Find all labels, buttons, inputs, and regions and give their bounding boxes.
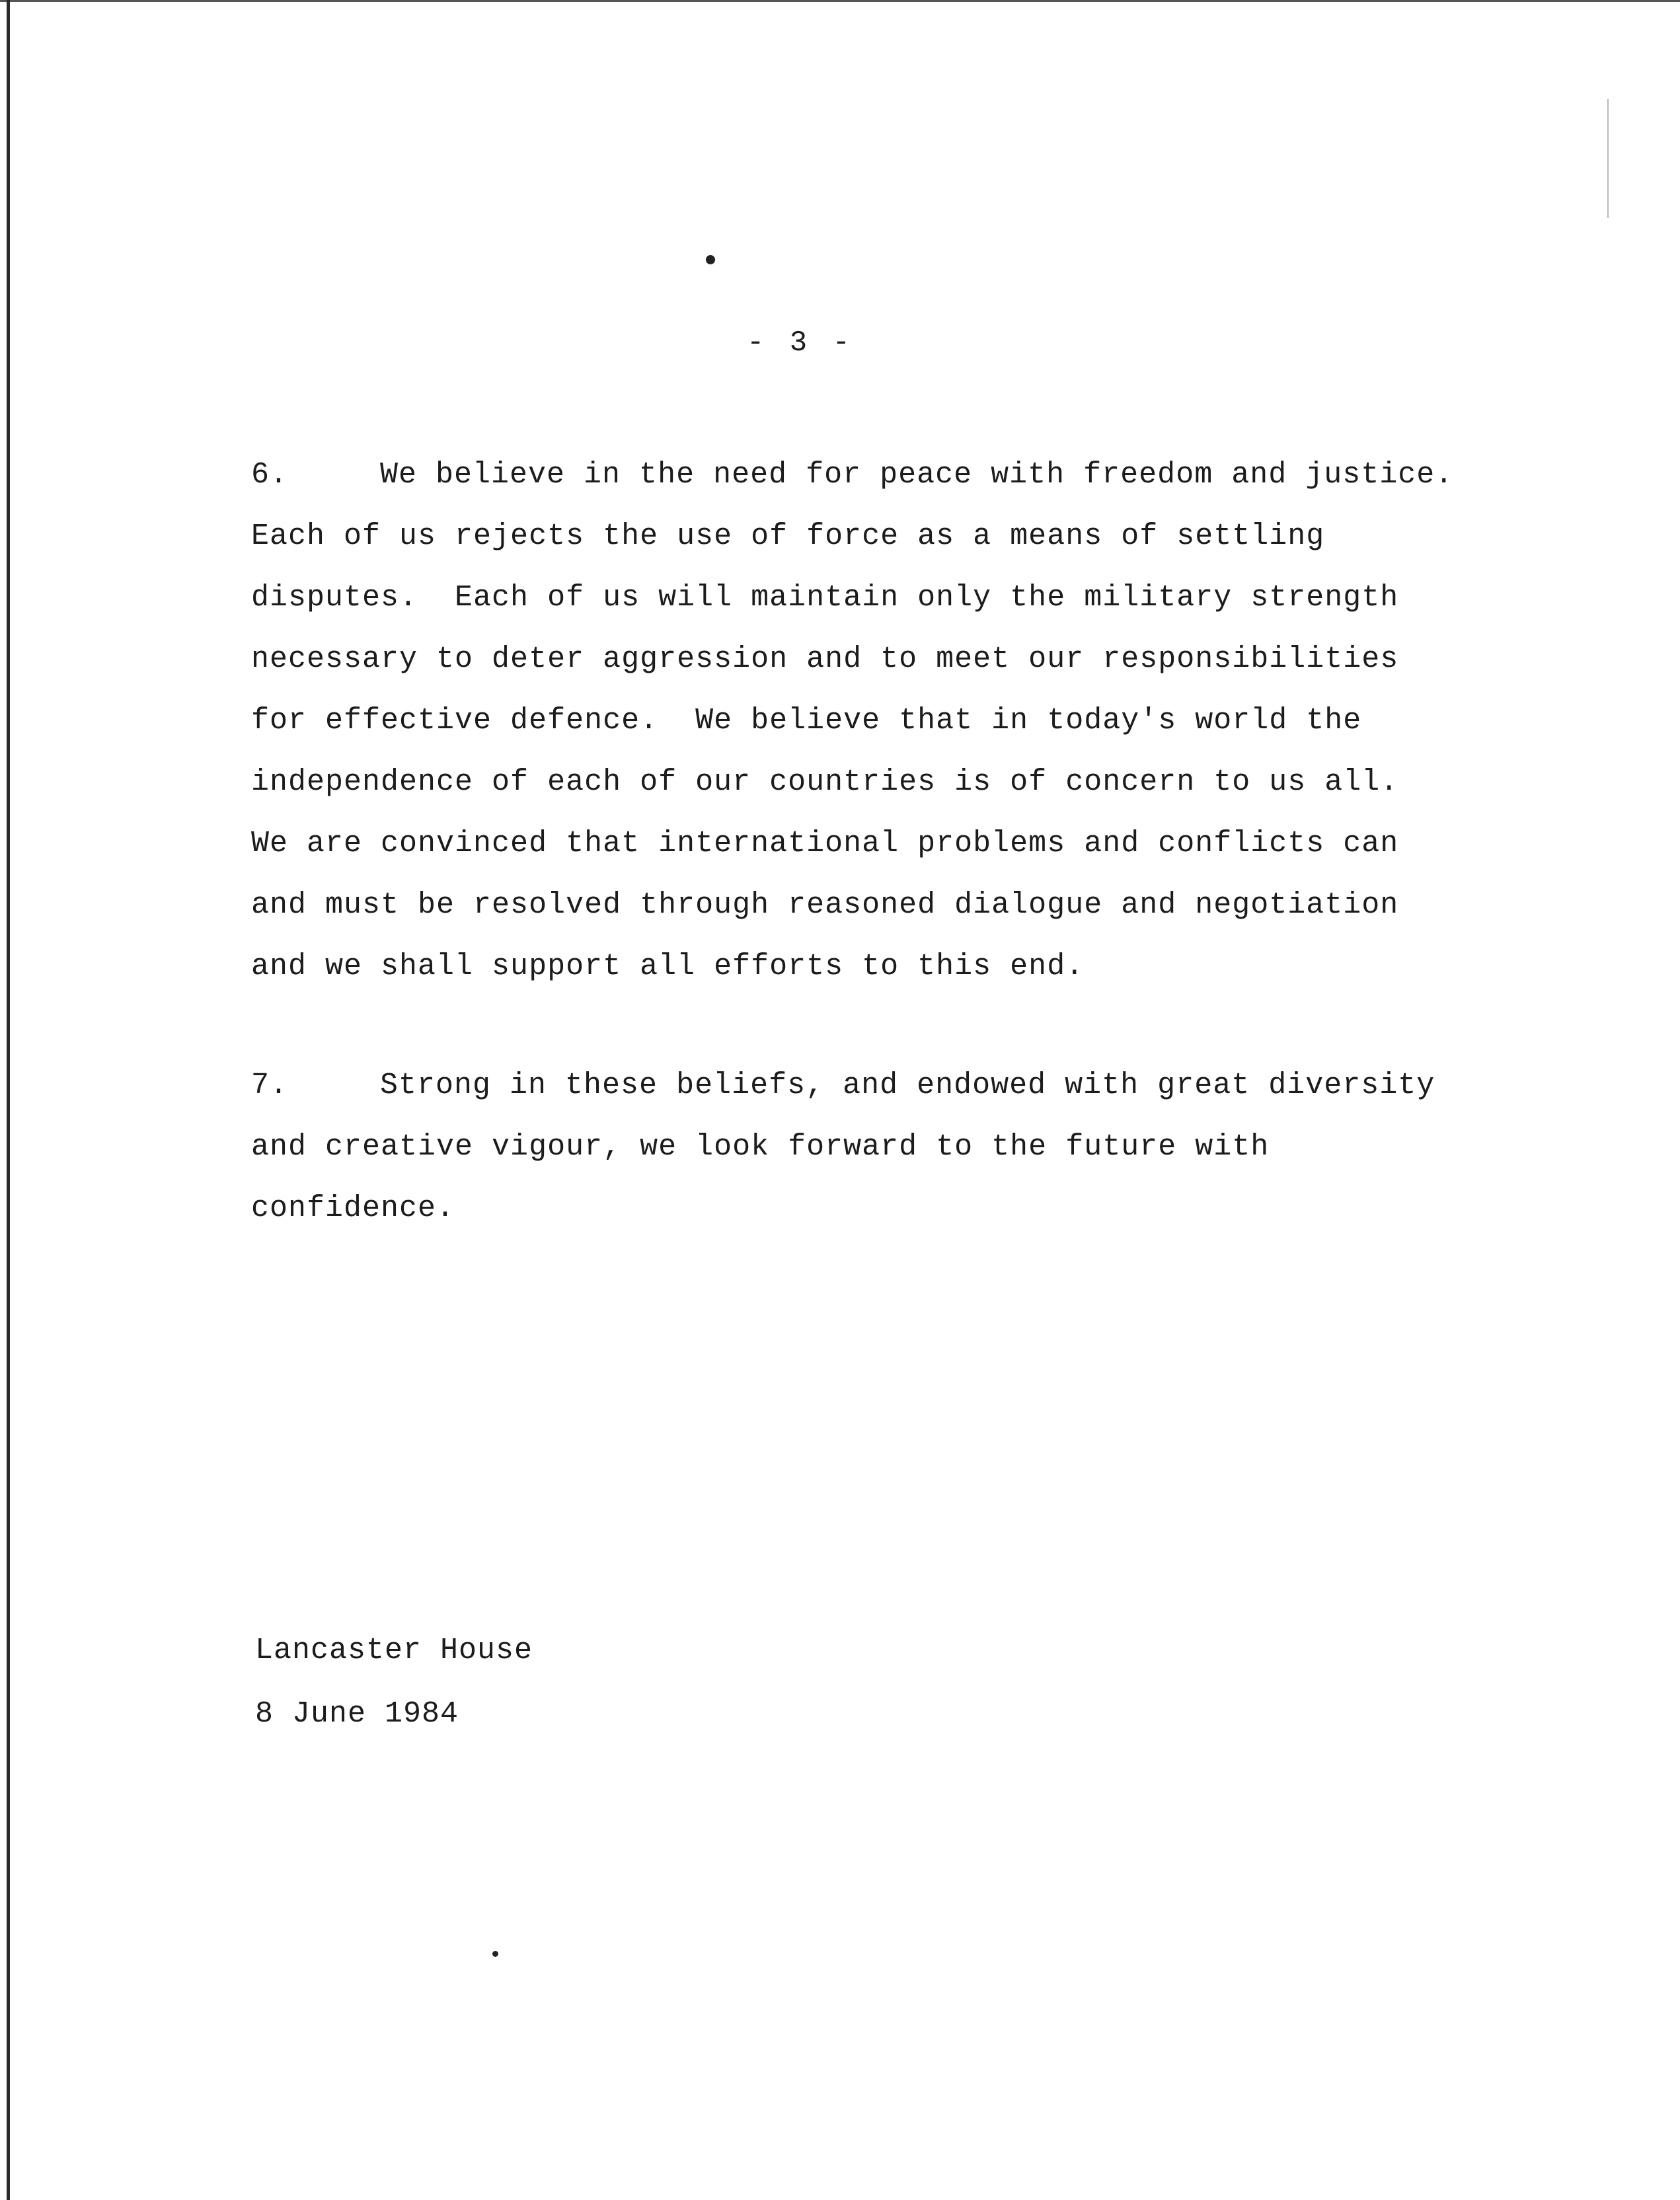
scan-speck xyxy=(706,255,715,264)
page-left-edge xyxy=(7,0,10,2200)
paragraph-line: and we shall support all efforts to this end. xyxy=(251,950,1085,983)
paragraph-line: necessary to deter aggression and to meet our responsibilities xyxy=(251,642,1399,676)
paragraph-line-text: Strong in these beliefs, and endowed with great diversity xyxy=(380,1069,1435,1102)
scan-speck xyxy=(492,1951,498,1957)
paragraph-line-text: We believe in the need for peace with freedom and justice. xyxy=(380,458,1454,492)
paragraph-7 xyxy=(251,1055,1480,1239)
paragraph-line: disputes. Each of us will maintain only the military strength xyxy=(251,581,1399,615)
paragraph-line xyxy=(251,1055,1480,1116)
paragraph-line: and creative vigour, we look forward to the future with xyxy=(251,1130,1270,1164)
paragraph-line xyxy=(251,444,1480,506)
paragraph-6 xyxy=(251,444,1480,997)
paragraph-line: confidence. xyxy=(251,1192,455,1225)
signoff xyxy=(255,1619,533,1746)
paragraph-line: Each of us rejects the use of force as a means of settling xyxy=(251,519,1325,553)
signoff-place: Lancaster House xyxy=(255,1634,533,1667)
paragraph-line: independence of each of our countries is of concern to us all. xyxy=(251,765,1399,799)
paragraph-line: for effective defence. We believe that in today's world the xyxy=(251,704,1362,738)
paragraph-number: 6. xyxy=(251,458,289,492)
page-right-edge xyxy=(1607,99,1609,218)
page-number: - 3 - xyxy=(747,326,855,360)
page-top-edge xyxy=(0,0,1680,2)
paragraph-line: and must be resolved through reasoned dialogue and negotiation xyxy=(251,888,1399,922)
paragraph-line: We are convinced that international problems and conflicts can xyxy=(251,827,1399,860)
paragraph-number: 7. xyxy=(251,1069,289,1102)
signoff-date: 8 June 1984 xyxy=(255,1697,459,1731)
